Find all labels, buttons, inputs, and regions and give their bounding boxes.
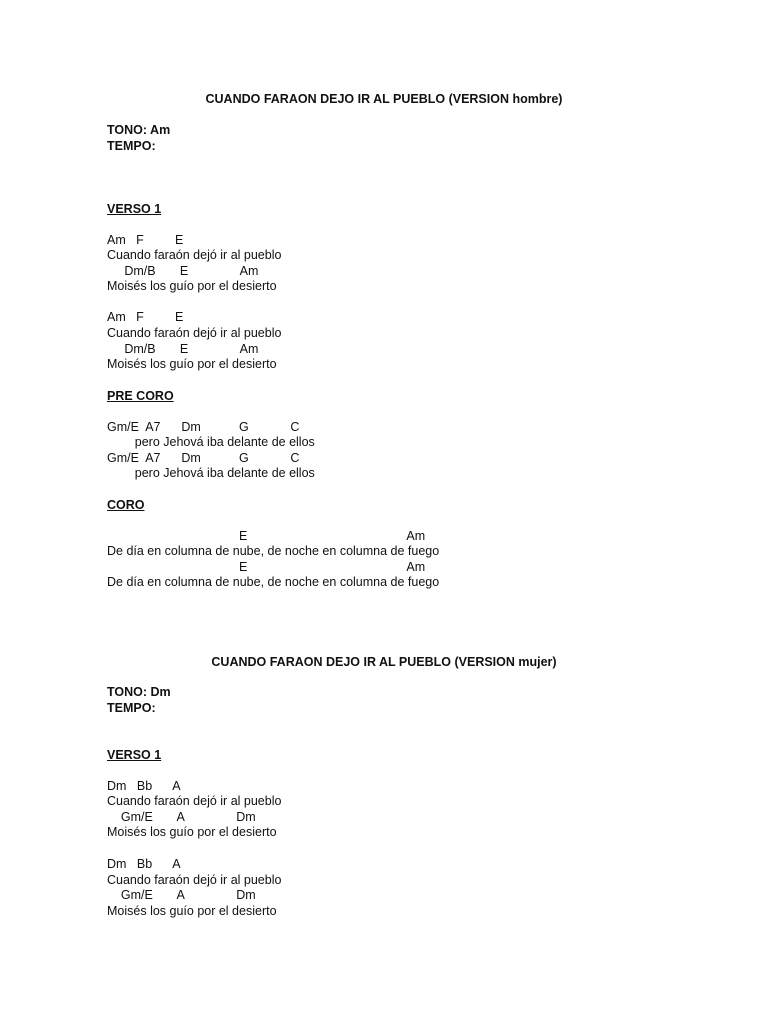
- chord-line: Gm/E A7 Dm G C: [107, 420, 300, 434]
- chord-line: Dm/B E Am: [107, 264, 259, 278]
- lyric-line: De día en columna de nube, de noche en columna de fuego: [107, 544, 440, 558]
- chord-line: E Am: [107, 529, 426, 543]
- lyric-line: Moisés los guío por el desierto: [107, 279, 277, 293]
- tono-hombre: TONO: Am: [107, 123, 171, 137]
- tempo-mujer: TEMPO:: [107, 701, 156, 715]
- verso-heading-mujer: VERSO 1: [107, 748, 162, 762]
- precoro-heading-hombre: PRE CORO: [107, 389, 174, 403]
- chord-line: Gm/E A Dm: [107, 810, 256, 824]
- chord-line: Am F E: [107, 310, 184, 324]
- lyric-line: Moisés los guío por el desierto: [107, 825, 277, 839]
- chord-line: E Am: [107, 560, 426, 574]
- lyric-line: Cuando faraón dejó ir al pueblo: [107, 794, 282, 808]
- chord-line: Dm Bb A: [107, 779, 181, 793]
- lyric-line: Moisés los guío por el desierto: [107, 357, 277, 371]
- chord-line: Am F E: [107, 233, 184, 247]
- lyric-line: pero Jehová iba delante de ellos: [107, 435, 315, 449]
- verso-heading-hombre: VERSO 1: [107, 202, 162, 216]
- lyric-line: Cuando faraón dejó ir al pueblo: [107, 326, 282, 340]
- song-title-mujer: CUANDO FARAON DEJO IR AL PUEBLO (VERSION mujer): [211, 655, 557, 669]
- lyric-line: pero Jehová iba delante de ellos: [107, 466, 315, 480]
- chord-line: Gm/E A Dm: [107, 888, 256, 902]
- coro-heading-hombre: CORO: [107, 498, 145, 512]
- chord-line: Dm/B E Am: [107, 342, 259, 356]
- chord-line: Dm Bb A: [107, 857, 181, 871]
- lyric-line: De día en columna de nube, de noche en columna de fuego: [107, 575, 440, 589]
- tempo-hombre: TEMPO:: [107, 139, 156, 153]
- song-title-hombre: CUANDO FARAON DEJO IR AL PUEBLO (VERSION hombre): [205, 92, 563, 106]
- lyric-line: Cuando faraón dejó ir al pueblo: [107, 873, 282, 887]
- lyric-line: Moisés los guío por el desierto: [107, 904, 277, 918]
- tono-mujer: TONO: Dm: [107, 685, 171, 699]
- chord-line: Gm/E A7 Dm G C: [107, 451, 300, 465]
- lyric-line: Cuando faraón dejó ir al pueblo: [107, 248, 282, 262]
